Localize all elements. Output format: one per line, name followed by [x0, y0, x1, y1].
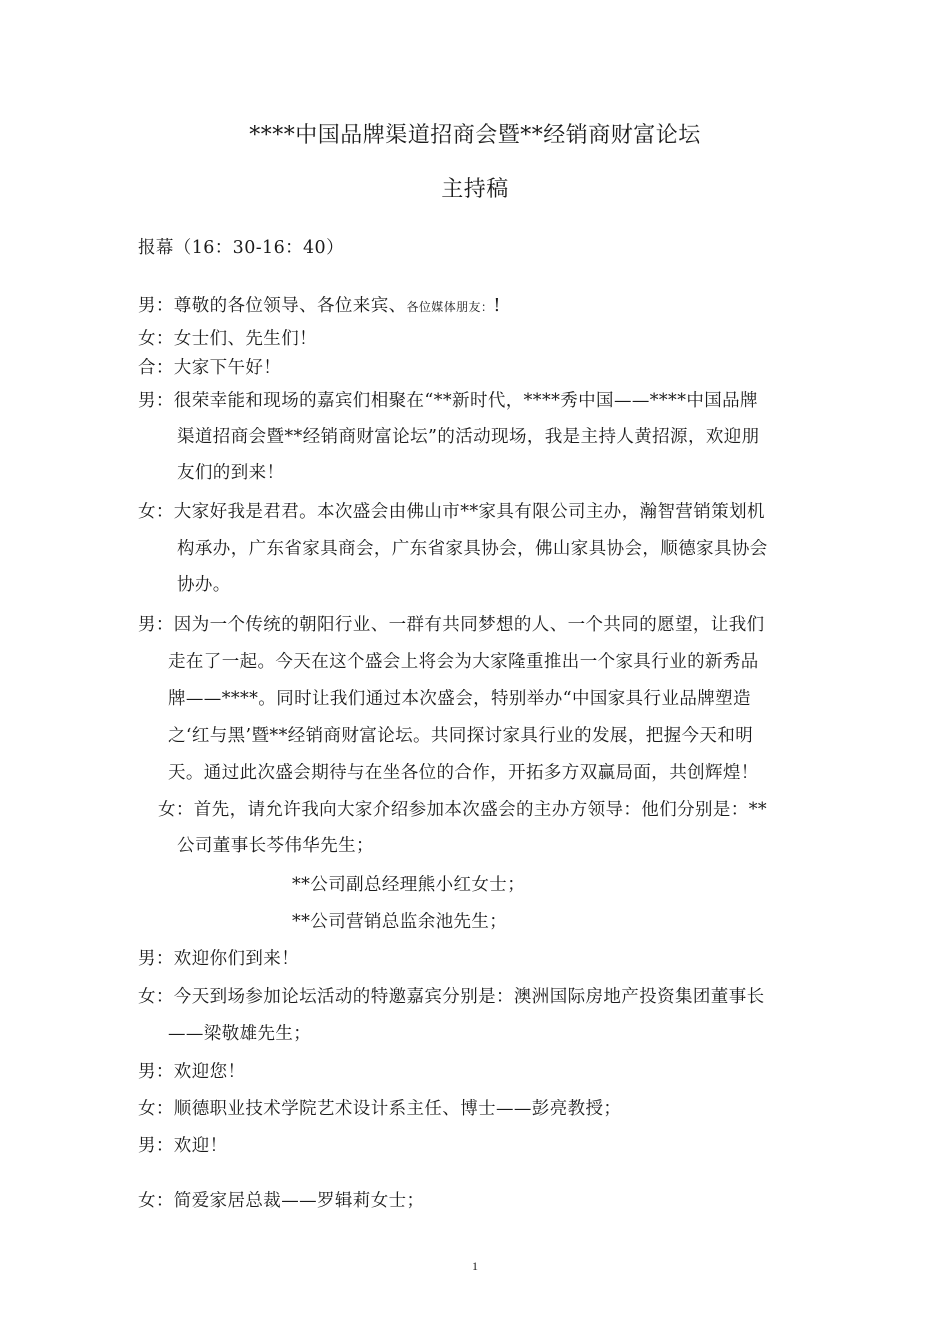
script-line: 男：欢迎！ [138, 1136, 228, 1156]
script-line: 合：大家下午好！ [138, 358, 282, 378]
script-line: 女：大家好我是君君。本次盛会由佛山市**家具有限公司主办，瀚智营销策划机 [138, 502, 765, 522]
script-line: 之‘红与黑’暨**经销商财富论坛。共同探讨家具行业的发展，把握今天和明 [168, 726, 754, 746]
script-line: 女：首先，请允许我向大家介绍参加本次盛会的主办方领导：他们分别是：** [158, 800, 767, 820]
page-number: 1 [472, 1259, 478, 1273]
script-line [138, 292, 501, 317]
script-line: 男：欢迎您！ [138, 1062, 246, 1082]
script-line: 男：很荣幸能和现场的嘉宾们相聚在“**新时代，****秀中国——****中国品牌 [138, 391, 758, 411]
script-line: 天。通过此次盛会期待与在坐各位的合作，开拓多方双赢局面，共创辉煌！ [168, 763, 759, 783]
script-line: 女：女士们、先生们！ [138, 329, 317, 349]
document-title: ****中国品牌渠道招商会暨**经销商财富论坛 [249, 123, 701, 148]
script-line: 男：因为一个传统的朝阳行业、一群有共同梦想的人、一个共同的愿望，让我们 [138, 615, 765, 635]
script-line: 女：简爱家居总裁——罗辑莉女士； [138, 1191, 425, 1211]
script-line: 走在了一起。今天在这个盛会上将会为大家隆重推出一个家具行业的新秀品 [168, 652, 759, 672]
script-line: 女：今天到场参加论坛活动的特邀嘉宾分别是：澳洲国际房地产投资集团董事长 [138, 987, 765, 1007]
script-line: 女：顺德职业技术学院艺术设计系主任、博士——彭亮教授； [138, 1099, 622, 1119]
section-label: 报幕（16：30-16：40） [138, 238, 344, 258]
script-line: 公司董事长芩伟华先生； [177, 836, 374, 856]
script-line: ——梁敬雄先生； [168, 1024, 312, 1044]
line-tail: ! [493, 296, 501, 316]
script-line: 构承办，广东省家具商会，广东省家具协会，佛山家具协会，顺德家具协会 [177, 539, 768, 559]
script-line: 男：欢迎你们到来！ [138, 949, 300, 969]
script-line: **公司副总经理熊小红女士； [292, 875, 526, 895]
line-text: 男：尊敬的各位领导、各位来宾、 [138, 296, 407, 316]
line-small-text: 各位媒体朋友： [406, 300, 494, 314]
script-line: 牌——****。同时让我们通过本次盛会，特别举办“中国家具行业品牌塑造 [168, 689, 751, 709]
script-line: 渠道招商会暨**经销商财富论坛”的活动现场，我是主持人黄招源，欢迎朋 [177, 427, 760, 447]
document-subtitle: 主持稿 [441, 177, 509, 202]
script-line: **公司营销总监余池先生； [292, 912, 508, 932]
script-line: 友们的到来！ [177, 463, 285, 483]
script-line: 协办。 [177, 575, 231, 595]
